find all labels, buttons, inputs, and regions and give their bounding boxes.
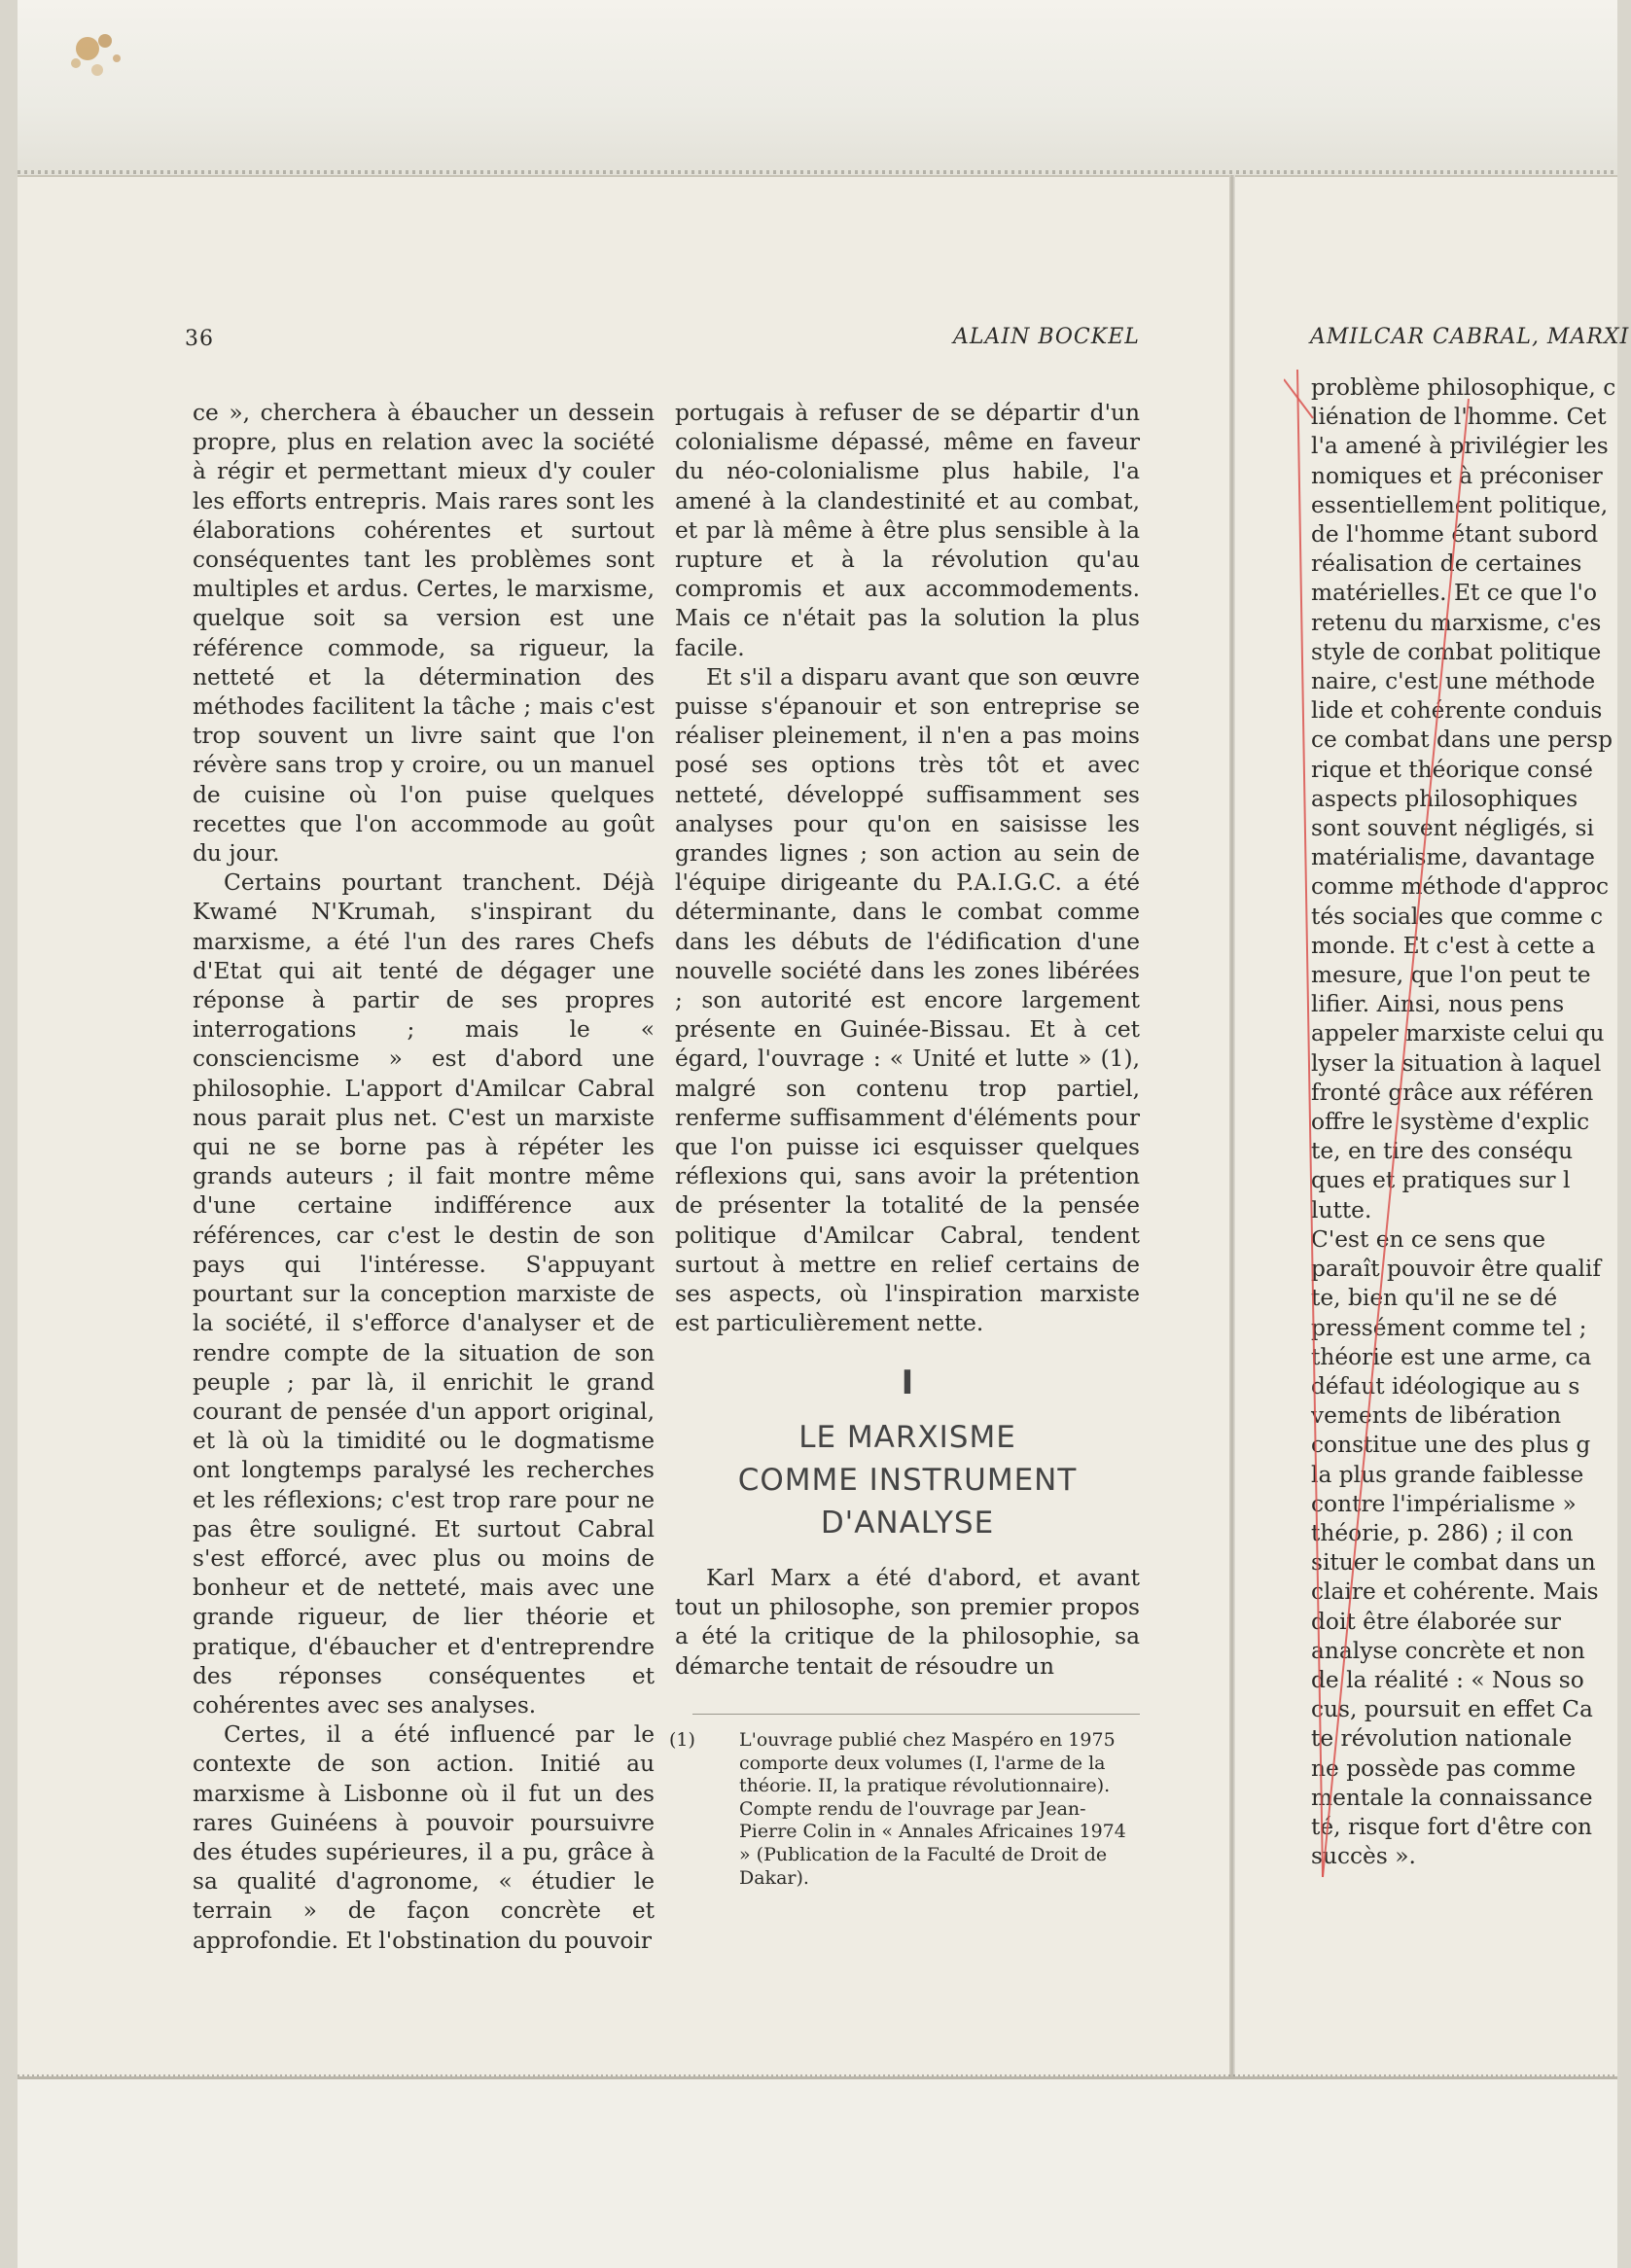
column-3-line: problème philosophique, c (1311, 374, 1616, 401)
paragraph: Certains pourtant tranchent. Déjà Kwamé N'Krumah, s'inspirant du marxisme, a été l'un des rares Chefs d'Etat qui ait tenté de dégager une réponse à partir de ses propres interrogations ; mais le « consciencisme » est d'abord une philosophie. L'apport d'Amilcar Cabral nous parait plus net. C'est un marxiste qui ne se borne pas à répéter les grands auteurs ; il fait montre même d'une certaine indifférence aux références, car c'est le destin de son pays qui l'intéresse. S'appuyant pourtant sur la conception marxiste de la société, il s'efforce d'analyser et de rendre compte de la situation de son peuple ; par là, il enrichit le grand courant de pensée d'un apport original, et là où la timidité ou le dogmatisme ont longtemps paralysé les recherches et les réflexions; c'est trop rare pour ne pas être souligné. Et surtout Cabral s'est efforcé, avec plus ou moins de bonheur et de netteté, mais avec une grande rigueur, de lier théorie et pratique, d'ébaucher et d'entreprendre des réponses conséquentes et cohérentes avec ses analyses. (193, 869, 655, 1719)
column-3-line: situer le combat dans un (1311, 1549, 1596, 1577)
column-3-line: retenu du marxisme, c'es (1311, 609, 1602, 636)
column-3-line: te, en tire des conséqu (1311, 1138, 1574, 1165)
red-pencil-mark (1284, 360, 1614, 1887)
column-3-line: C'est en ce sens que (1311, 1225, 1545, 1253)
column-3-line: appeler marxiste celui qu (1311, 1020, 1605, 1047)
column-3-line: cus, poursuit en effet Ca (1311, 1696, 1593, 1723)
column-1 (193, 399, 655, 1956)
column-3-line: monde. Et c'est à cette a (1311, 932, 1596, 959)
column-3-line: la plus grande faiblesse (1311, 1461, 1584, 1488)
column-3-line: claire et cohérente. Mais (1311, 1578, 1599, 1606)
bottom-fold (18, 2076, 1617, 2268)
column-3-line: lyser la situation à laquel (1311, 1049, 1602, 1077)
column-3-line: constitue une des plus g (1311, 1432, 1591, 1459)
column-3-line: théorie, p. 286) ; il con (1311, 1519, 1574, 1546)
section-title-line: LE MARXISME (798, 1420, 1016, 1455)
top-fold (18, 0, 1617, 177)
column-3-line: matérialisme, davantage (1311, 844, 1595, 871)
column-2 (675, 399, 1140, 1339)
column-3-line: lide et cohérente conduis (1311, 697, 1603, 725)
column-3-line: té, risque fort d'être con (1311, 1813, 1593, 1840)
column-3-line: contre l'impérialisme » (1311, 1490, 1577, 1517)
column-3-line: sont souvent négligés, si (1311, 815, 1594, 842)
paragraph: Certes, il a été influencé par le contexte de son action. Initié au marxisme à Lisbonne où il fut un des rares Guinéens à pouvoir poursuivre des études supérieures, il a pu, grâce à sa qualité d'agronome, « étudier le terrain » de façon concrète et approfondie. Et l'obstination du pouvoir (193, 1721, 655, 1954)
column-3-line: liénation de l'homme. Cet (1311, 404, 1607, 431)
column-3-line: ne possède pas comme (1311, 1754, 1577, 1782)
column-3-line: mesure, que l'on peut te (1311, 962, 1591, 989)
running-head: ALAIN BOCKEL (953, 325, 1140, 349)
column-3-line: te, bien qu'il ne se dé (1311, 1285, 1558, 1312)
footnote-text: L'ouvrage publié chez Maspéro en 1975 comporte deux volumes (I, l'arme de la théorie. II, la pratique révolutionnaire). Compte rendu de l'ouvrage par Jean-Pierre Colin in « Annales Africaines 1974 » (Publication de la Faculté de Droit de Dakar). (739, 1729, 1126, 1889)
column-3-line: lifier. Ainsi, nous pens (1311, 991, 1565, 1018)
footnote (669, 1729, 1140, 1890)
footnote-mark: (1) (669, 1729, 695, 1751)
page-gutter (1229, 175, 1235, 2076)
column-3-line: tés sociales que comme c (1311, 903, 1604, 930)
column-3-line: aspects philosophiques (1311, 785, 1578, 812)
running-head-right: AMILCAR CABRAL, MARXI (1310, 325, 1630, 349)
column-3-line: naire, c'est une méthode (1311, 668, 1596, 695)
rust-stain (58, 19, 146, 88)
column-3-line: vements de libération (1311, 1402, 1562, 1430)
column-3-line: comme méthode d'approc (1311, 873, 1610, 901)
paragraph: Karl Marx a été d'abord, et avant tout un philosophe, son premier propos a été la critique de la philosophie, sa démarche tentait de résoudre un (675, 1565, 1140, 1680)
column-3-line: mentale la connaissance (1311, 1784, 1593, 1811)
column-3-line: pressément comme tel ; (1311, 1314, 1587, 1341)
column-3-line: style de combat politique (1311, 638, 1602, 665)
section-number: I (901, 1364, 914, 1402)
column-3-line: ques et pratiques sur l (1311, 1167, 1571, 1194)
paragraph: Et s'il a disparu avant que son œuvre puisse s'épanouir et son entreprise se réaliser pleinement, il n'en a pas moins posé ses options très tôt et avec netteté, développé suffisamment ses analyses pour qu'on en saisisse les grandes lignes ; son action au sein de l'équipe dirigeante du P.A.I.G.C. a été déterminante, dans le combat comme dans les débuts de l'édification d'une nouvelle société dans les zones libérées ; son autorité est encore largement présente en Guinée-Bissau. Et à cet égard, l'ouvrage : « Unité et lutte » (1), malgré son contenu trop partiel, renferme suffisamment d'éléments pour que l'on puisse ici esquisser quelques réflexions qui, sans avoir la prétention de présenter la totalité de la pensée politique d'Amilcar Cabral, tendent surtout à mettre en relief certains de ses aspects, où l'inspiration marxiste est particulièrement nette. (675, 663, 1140, 1337)
column-3-line: fronté grâce aux référen (1311, 1079, 1594, 1106)
footnote-rule (692, 1714, 1140, 1715)
column-3-line: théorie est une arme, ca (1311, 1343, 1592, 1370)
column-3-line: réalisation de certaines (1311, 550, 1582, 578)
column-3-line: analyse concrète et non (1311, 1637, 1585, 1664)
column-3-line: doit être élaborée sur (1311, 1608, 1561, 1635)
column-3-line: de la réalité : « Nous so (1311, 1666, 1584, 1693)
column-3-line: l'a amené à privilégier les (1311, 433, 1609, 460)
section-title-line: COMME INSTRUMENT (737, 1463, 1078, 1498)
column-3-line: ce combat dans une persp (1311, 726, 1613, 754)
page-number: 36 (185, 327, 214, 351)
column-3-line: rique et théorique consé (1311, 756, 1593, 783)
paragraph: portugais à refuser de se départir d'un colonialisme dépassé, même en faveur du néo-colonialisme plus habile, l'a amené à la clandestinité et au combat, et par là même à être plus sensible à la rupture et à la révolution qu'au compromis et aux accommodements. Mais ce n'était pas la solution la plus facile. (675, 400, 1140, 661)
section-title-line: D'ANALYSE (820, 1506, 995, 1541)
column-3-line: paraît pouvoir être qualif (1311, 1256, 1601, 1283)
column-2-continued (675, 1564, 1140, 1682)
section-title (675, 1416, 1140, 1544)
column-3-line: de l'homme étant subord (1311, 521, 1599, 549)
column-3-line: essentiellement politique, (1311, 491, 1609, 518)
column-3-line: succès ». (1311, 1843, 1416, 1870)
column-3-line: nomiques et à préconiser (1311, 462, 1603, 489)
column-3-line: défaut idéologique au s (1311, 1372, 1580, 1400)
column-3-line: matérielles. Et ce que l'o (1311, 580, 1597, 607)
fold-line (18, 170, 1617, 174)
column-3-line: te révolution nationale (1311, 1725, 1573, 1753)
paragraph: ce », cherchera à ébaucher un dessein propre, plus en relation avec la société à régir et permettant mieux d'y couler les efforts entrepris. Mais rares sont les élaborations cohérentes et surtout conséquentes tant les problèmes sont multiples et ardus. Certes, le marxisme, quelque soit sa version est une référence commode, sa rigueur, la netteté et la détermination des méthodes facilitent la tâche ; mais c'est trop souvent un livre saint que l'on révère sans trop y croire, ou un manuel de cuisine où l'on puise quelques recettes que l'on accommode au goût du jour. (193, 400, 655, 868)
column-3-line: lutte. (1311, 1196, 1372, 1223)
column-3-line: offre le système d'explic (1311, 1109, 1590, 1136)
